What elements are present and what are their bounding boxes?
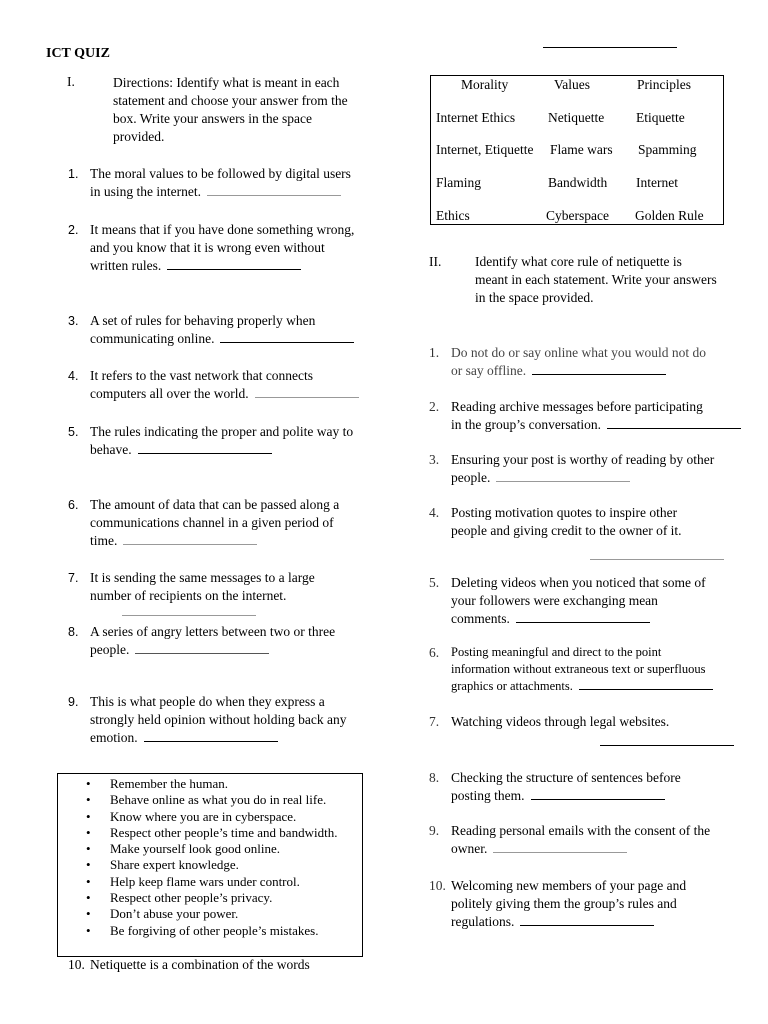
question-text: computers all over the world. bbox=[90, 386, 249, 401]
choice-cell: Internet bbox=[636, 175, 678, 190]
question-text: Deleting videos when you noticed that some of bbox=[451, 575, 706, 590]
section-2-directions bbox=[475, 253, 745, 307]
rules-list bbox=[86, 776, 337, 939]
bullet: • bbox=[86, 890, 91, 906]
question-text: regulations. bbox=[451, 914, 515, 929]
answer-blank[interactable] bbox=[590, 559, 724, 560]
answer-blank[interactable] bbox=[579, 688, 713, 690]
bullet: • bbox=[86, 873, 91, 889]
list-item bbox=[86, 923, 337, 939]
question-text: The rules indicating the proper and polite way to bbox=[90, 424, 354, 439]
answer-blank[interactable] bbox=[255, 396, 359, 398]
rule-text: Respect other people’s time and bandwidth. bbox=[110, 824, 338, 840]
question-text: This is what people do when they express a bbox=[90, 694, 325, 709]
choice-cell: Golden Rule bbox=[635, 208, 704, 223]
question-number: 4. bbox=[429, 505, 440, 520]
question-number: 4. bbox=[68, 369, 79, 383]
choice-cell: Spamming bbox=[638, 142, 697, 157]
question-text: owner. bbox=[451, 841, 488, 856]
question-number: 6. bbox=[429, 645, 440, 660]
answer-blank[interactable] bbox=[493, 851, 627, 853]
netiquette-rules-box bbox=[57, 773, 363, 957]
question-number: 3. bbox=[68, 314, 79, 328]
question-number: 3. bbox=[429, 452, 440, 467]
answer-blank[interactable] bbox=[167, 268, 301, 270]
question-number: 7. bbox=[68, 571, 79, 585]
question-text: Welcoming new members of your page and bbox=[451, 878, 687, 893]
directions-line: statement and choose your answer from the bbox=[113, 93, 348, 108]
question-text: Netiquette is a combination of the words bbox=[90, 957, 310, 972]
directions-line: meant in each statement. Write your answers bbox=[475, 272, 717, 287]
directions-line: Directions: Identify what is meant in each bbox=[113, 75, 340, 90]
choice-cell: Cyberspace bbox=[546, 208, 609, 223]
rule-text: Know where you are in cyberspace. bbox=[110, 808, 297, 824]
rule-text: Respect other people’s privacy. bbox=[110, 890, 273, 906]
question-text: time. bbox=[90, 533, 118, 548]
rule-text: Make yourself look good online. bbox=[110, 841, 281, 857]
page-title: ICT QUIZ bbox=[46, 46, 110, 61]
rule-text: Be forgiving of other people’s mistakes. bbox=[110, 922, 319, 938]
choice-cell: Internet Ethics bbox=[436, 110, 516, 125]
answer-blank[interactable] bbox=[122, 615, 256, 616]
answer-blank[interactable] bbox=[520, 924, 654, 926]
list-item bbox=[86, 809, 337, 825]
choice-cell: Etiquette bbox=[636, 110, 685, 125]
question-text: strongly held opinion without holding back any bbox=[90, 712, 347, 727]
choice-cell: Bandwidth bbox=[548, 175, 608, 190]
question-text: The moral values to be followed by digital users bbox=[90, 166, 351, 181]
question-number: 10. bbox=[68, 957, 85, 972]
list-item bbox=[86, 776, 337, 792]
choice-cell: Netiquette bbox=[548, 110, 605, 125]
directions-line: in the space provided. bbox=[475, 290, 594, 305]
answer-blank[interactable] bbox=[138, 452, 272, 454]
choice-cell: Internet, Etiquette bbox=[436, 142, 534, 157]
list-item bbox=[86, 792, 337, 808]
answer-blank[interactable] bbox=[220, 341, 354, 343]
answer-blank[interactable] bbox=[135, 652, 269, 654]
bullet: • bbox=[86, 841, 91, 857]
bullet: • bbox=[86, 922, 91, 938]
question-number: 7. bbox=[429, 714, 440, 729]
list-item bbox=[86, 906, 337, 922]
list-item bbox=[86, 841, 337, 857]
question-text: The amount of data that can be passed along a bbox=[90, 497, 340, 512]
directions-line: Identify what core rule of netiquette is bbox=[475, 254, 682, 269]
list-item bbox=[86, 890, 337, 906]
question-text: communicating online. bbox=[90, 331, 215, 346]
question-text: people. bbox=[451, 470, 491, 485]
choice-cell: Values bbox=[554, 77, 590, 92]
answer-blank[interactable] bbox=[144, 740, 278, 742]
question-text: your followers were exchanging mean bbox=[451, 593, 658, 608]
question-number: 5. bbox=[68, 425, 79, 439]
question-text: A series of angry letters between two or three bbox=[90, 624, 336, 639]
question-text: communications channel in a given period of bbox=[90, 515, 334, 530]
question-text: A set of rules for behaving properly when bbox=[90, 313, 316, 328]
answer-choices-box bbox=[430, 75, 724, 225]
list-item bbox=[86, 825, 337, 841]
answer-blank[interactable] bbox=[607, 427, 741, 429]
question-number: 6. bbox=[68, 498, 79, 512]
question-text: people and giving credit to the owner of it. bbox=[451, 523, 682, 538]
answer-blank[interactable] bbox=[207, 194, 341, 196]
directions-line: box. Write your answers in the space bbox=[113, 111, 313, 126]
question-text: politely giving them the group’s rules and bbox=[451, 896, 677, 911]
question-text: posting them. bbox=[451, 788, 525, 803]
bullet: • bbox=[86, 906, 91, 922]
answer-blank[interactable] bbox=[516, 621, 650, 623]
section-1-directions bbox=[113, 74, 383, 146]
choice-cell: Flaming bbox=[436, 175, 482, 190]
question-text: people. bbox=[90, 642, 130, 657]
question-text: behave. bbox=[90, 442, 132, 457]
bullet: • bbox=[86, 824, 91, 840]
question-text: Do not do or say online what you would not do bbox=[451, 345, 706, 360]
question-text: emotion. bbox=[90, 730, 138, 745]
rule-text: Help keep flame wars under control. bbox=[110, 873, 300, 889]
answer-blank[interactable] bbox=[600, 745, 734, 746]
answer-blank[interactable] bbox=[531, 798, 665, 800]
question-text: It refers to the vast network that connects bbox=[90, 368, 314, 383]
question-text: in using the internet. bbox=[90, 184, 201, 199]
rule-text: Behave online as what you do in real life. bbox=[110, 792, 327, 808]
bullet: • bbox=[86, 857, 91, 873]
answer-blank[interactable] bbox=[496, 480, 630, 482]
answer-blank[interactable] bbox=[532, 373, 666, 375]
question-number: 5. bbox=[429, 575, 440, 590]
question-number: 8. bbox=[68, 625, 79, 639]
question-text: or say offline. bbox=[451, 363, 527, 378]
question-number: 10. bbox=[429, 878, 446, 893]
bullet: • bbox=[86, 776, 91, 791]
question-text: in the group’s conversation. bbox=[451, 417, 601, 432]
choice-cell: Ethics bbox=[436, 208, 470, 223]
question-text: Posting meaningful and direct to the point bbox=[451, 645, 662, 659]
answer-blank[interactable] bbox=[123, 543, 257, 545]
list-item bbox=[86, 857, 337, 873]
question-text: Ensuring your post is worthy of reading by other bbox=[451, 452, 715, 467]
question-text: written rules. bbox=[90, 258, 162, 273]
question-number: 2. bbox=[429, 399, 440, 414]
list-item bbox=[86, 874, 337, 890]
directions-line: provided. bbox=[113, 129, 165, 144]
bullet: • bbox=[86, 808, 91, 824]
question-text: It means that if you have done something wrong, bbox=[90, 222, 355, 237]
bullet: • bbox=[86, 792, 91, 808]
question-text: Posting motivation quotes to inspire other bbox=[451, 505, 678, 520]
question-text: Reading archive messages before participating bbox=[451, 399, 703, 414]
question-number: 2. bbox=[68, 223, 79, 237]
question-text: and you know that it is wrong even without bbox=[90, 240, 325, 255]
question-number: 9. bbox=[429, 823, 440, 838]
question-text: number of recipients on the internet. bbox=[90, 588, 287, 603]
section-2-numeral: II. bbox=[429, 254, 442, 269]
question-number: 9. bbox=[68, 695, 79, 709]
question-text: It is sending the same messages to a large bbox=[90, 570, 315, 585]
name-blank-line[interactable] bbox=[543, 47, 677, 48]
rule-text: Remember the human. bbox=[110, 776, 229, 791]
choice-cell: Flame wars bbox=[550, 142, 613, 157]
question-text: information without extraneous text or superfluous bbox=[451, 662, 706, 676]
question-text: graphics or attachments. bbox=[451, 679, 573, 693]
question-text: Watching videos through legal websites. bbox=[451, 714, 670, 729]
question-number: 8. bbox=[429, 770, 440, 785]
rule-text: Don’t abuse your power. bbox=[110, 906, 239, 922]
question-number: 1. bbox=[68, 167, 79, 181]
choice-cell: Morality bbox=[461, 77, 509, 92]
rule-text: Share expert knowledge. bbox=[110, 857, 239, 873]
question-text: Reading personal emails with the consent of the bbox=[451, 823, 711, 838]
question-text: comments. bbox=[451, 611, 510, 626]
choice-cell: Principles bbox=[637, 77, 691, 92]
question-number: 1. bbox=[429, 345, 440, 360]
question-text: Checking the structure of sentences before bbox=[451, 770, 681, 785]
section-1-numeral: I. bbox=[67, 74, 75, 89]
